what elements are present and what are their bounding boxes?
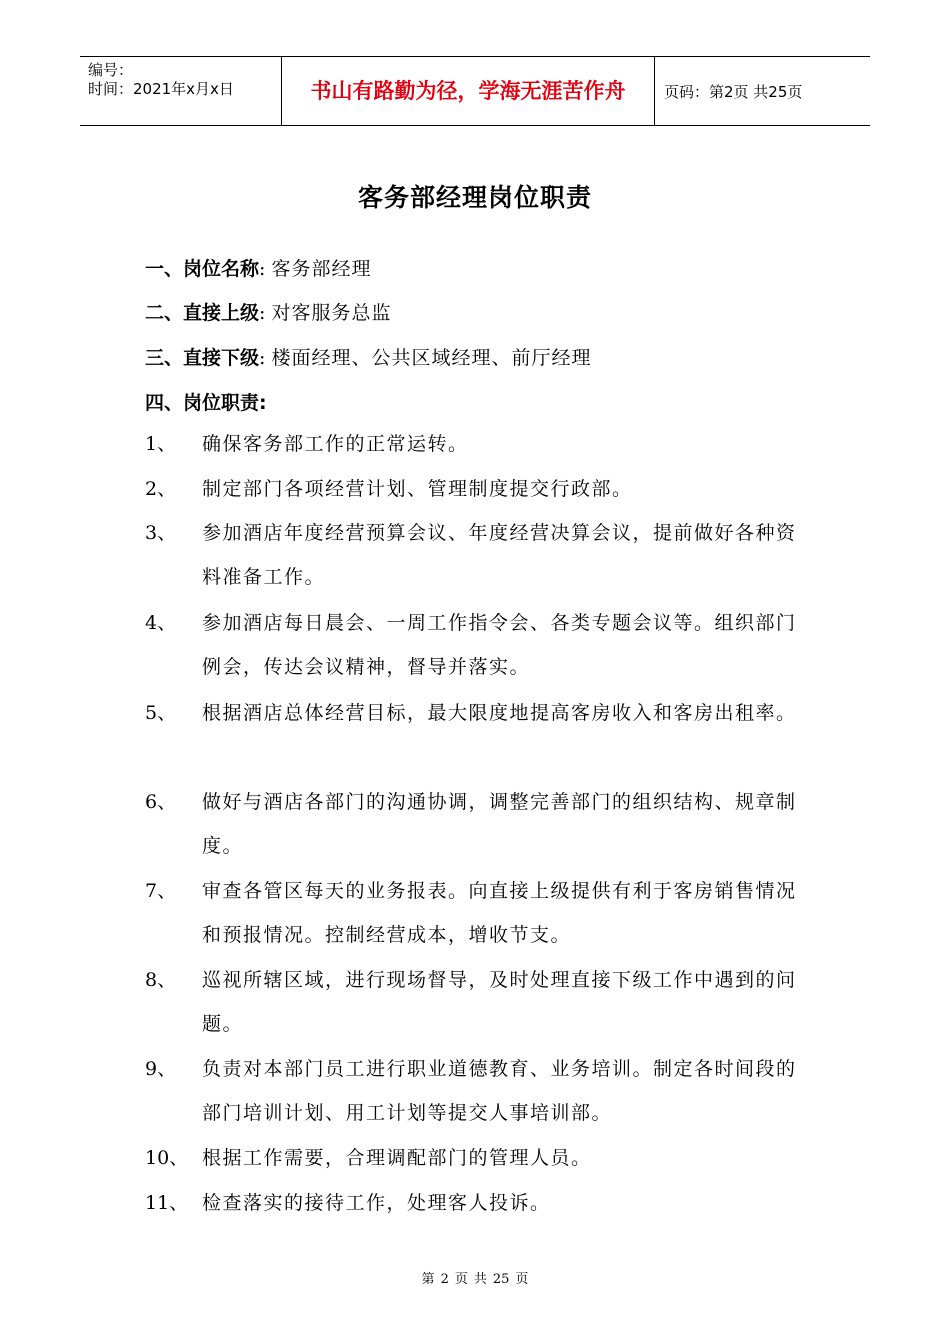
field-colon: : bbox=[259, 347, 266, 369]
duty-text: 检查落实的接待工作，处理客人投诉。 bbox=[202, 1192, 551, 1214]
duty-text: 根据工作需要，合理调配部门的管理人员。 bbox=[202, 1147, 592, 1169]
duty-number: 11、 bbox=[145, 1192, 189, 1214]
field-value: 客务部经理 bbox=[271, 258, 372, 280]
footer-total-pages: 25 bbox=[492, 1272, 510, 1287]
footer-ye: 页 bbox=[515, 1272, 529, 1287]
document-number-label: 编号： bbox=[88, 61, 134, 79]
duty-number: 2、 bbox=[145, 478, 177, 500]
field-colon: : bbox=[259, 258, 266, 280]
field-direct-superior bbox=[145, 298, 391, 325]
page-header bbox=[80, 56, 870, 126]
field-colon: : bbox=[259, 392, 267, 414]
duty-number: 6、 bbox=[145, 791, 177, 813]
field-duties-heading bbox=[145, 388, 267, 415]
header-page-info: 页码：第2页 共25页 bbox=[664, 83, 803, 101]
field-label: 三、直接下级 bbox=[145, 347, 260, 369]
duty-text: 审查各管区每天的业务报表。向直接上级提供有利于客房销售情况和预报情况。控制经营成本，增收节支。 bbox=[202, 880, 797, 946]
duty-text: 确保客务部工作的正常运转。 bbox=[202, 433, 469, 455]
field-colon: : bbox=[259, 302, 266, 324]
field-position-name bbox=[145, 254, 371, 281]
duty-number: 4、 bbox=[145, 612, 177, 634]
duty-text: 根据酒店总体经营目标，最大限度地提高客房收入和客房出租率。 bbox=[202, 702, 797, 724]
field-label: 一、岗位名称 bbox=[145, 258, 260, 280]
footer-page-number: 2 bbox=[440, 1272, 449, 1287]
page-footer bbox=[0, 1268, 950, 1287]
header-meta bbox=[88, 61, 234, 99]
duty-number: 8、 bbox=[145, 969, 177, 991]
header-divider bbox=[654, 57, 655, 125]
field-label: 二、直接上级 bbox=[145, 302, 260, 324]
document-title: 客务部经理岗位职责 bbox=[357, 183, 592, 212]
footer-gong: 共 bbox=[473, 1272, 487, 1287]
duty-text: 参加酒店年度经营预算会议、年度经营决算会议，提前做好各种资料准备工作。 bbox=[202, 522, 797, 588]
duty-number: 5、 bbox=[145, 702, 177, 724]
header-motto: 书山有路勤为径，学海无涯苦作舟 bbox=[310, 79, 626, 103]
duty-number: 3、 bbox=[145, 522, 177, 544]
field-label: 四、岗位职责 bbox=[145, 392, 260, 414]
field-value: 楼面经理、公共区域经理、前厅经理 bbox=[271, 347, 592, 369]
field-value: 对客服务总监 bbox=[271, 302, 392, 324]
duty-number: 7、 bbox=[145, 880, 177, 902]
footer-ye: 页 bbox=[454, 1272, 468, 1287]
duty-number: 1、 bbox=[145, 433, 177, 455]
duty-text: 做好与酒店各部门的沟通协调，调整完善部门的组织结构、规章制度。 bbox=[202, 791, 797, 857]
field-direct-subordinates bbox=[145, 343, 591, 370]
duty-number: 9、 bbox=[145, 1058, 177, 1080]
document-date: 时间：2021年x月x日 bbox=[88, 80, 234, 98]
duty-text: 巡视所辖区域，进行现场督导，及时处理直接下级工作中遇到的问题。 bbox=[202, 969, 797, 1035]
footer-di: 第 bbox=[421, 1272, 435, 1287]
duty-text: 制定部门各项经营计划、管理制度提交行政部。 bbox=[202, 478, 633, 500]
duty-text: 负责对本部门员工进行职业道德教育、业务培训。制定各时间段的部门培训计划、用工计划等提交人事培训部。 bbox=[202, 1058, 797, 1124]
duty-text: 参加酒店每日晨会、一周工作指令会、各类专题会议等。组织部门例会，传达会议精神，督导并落实。 bbox=[202, 612, 797, 678]
duty-number: 10、 bbox=[145, 1147, 189, 1169]
